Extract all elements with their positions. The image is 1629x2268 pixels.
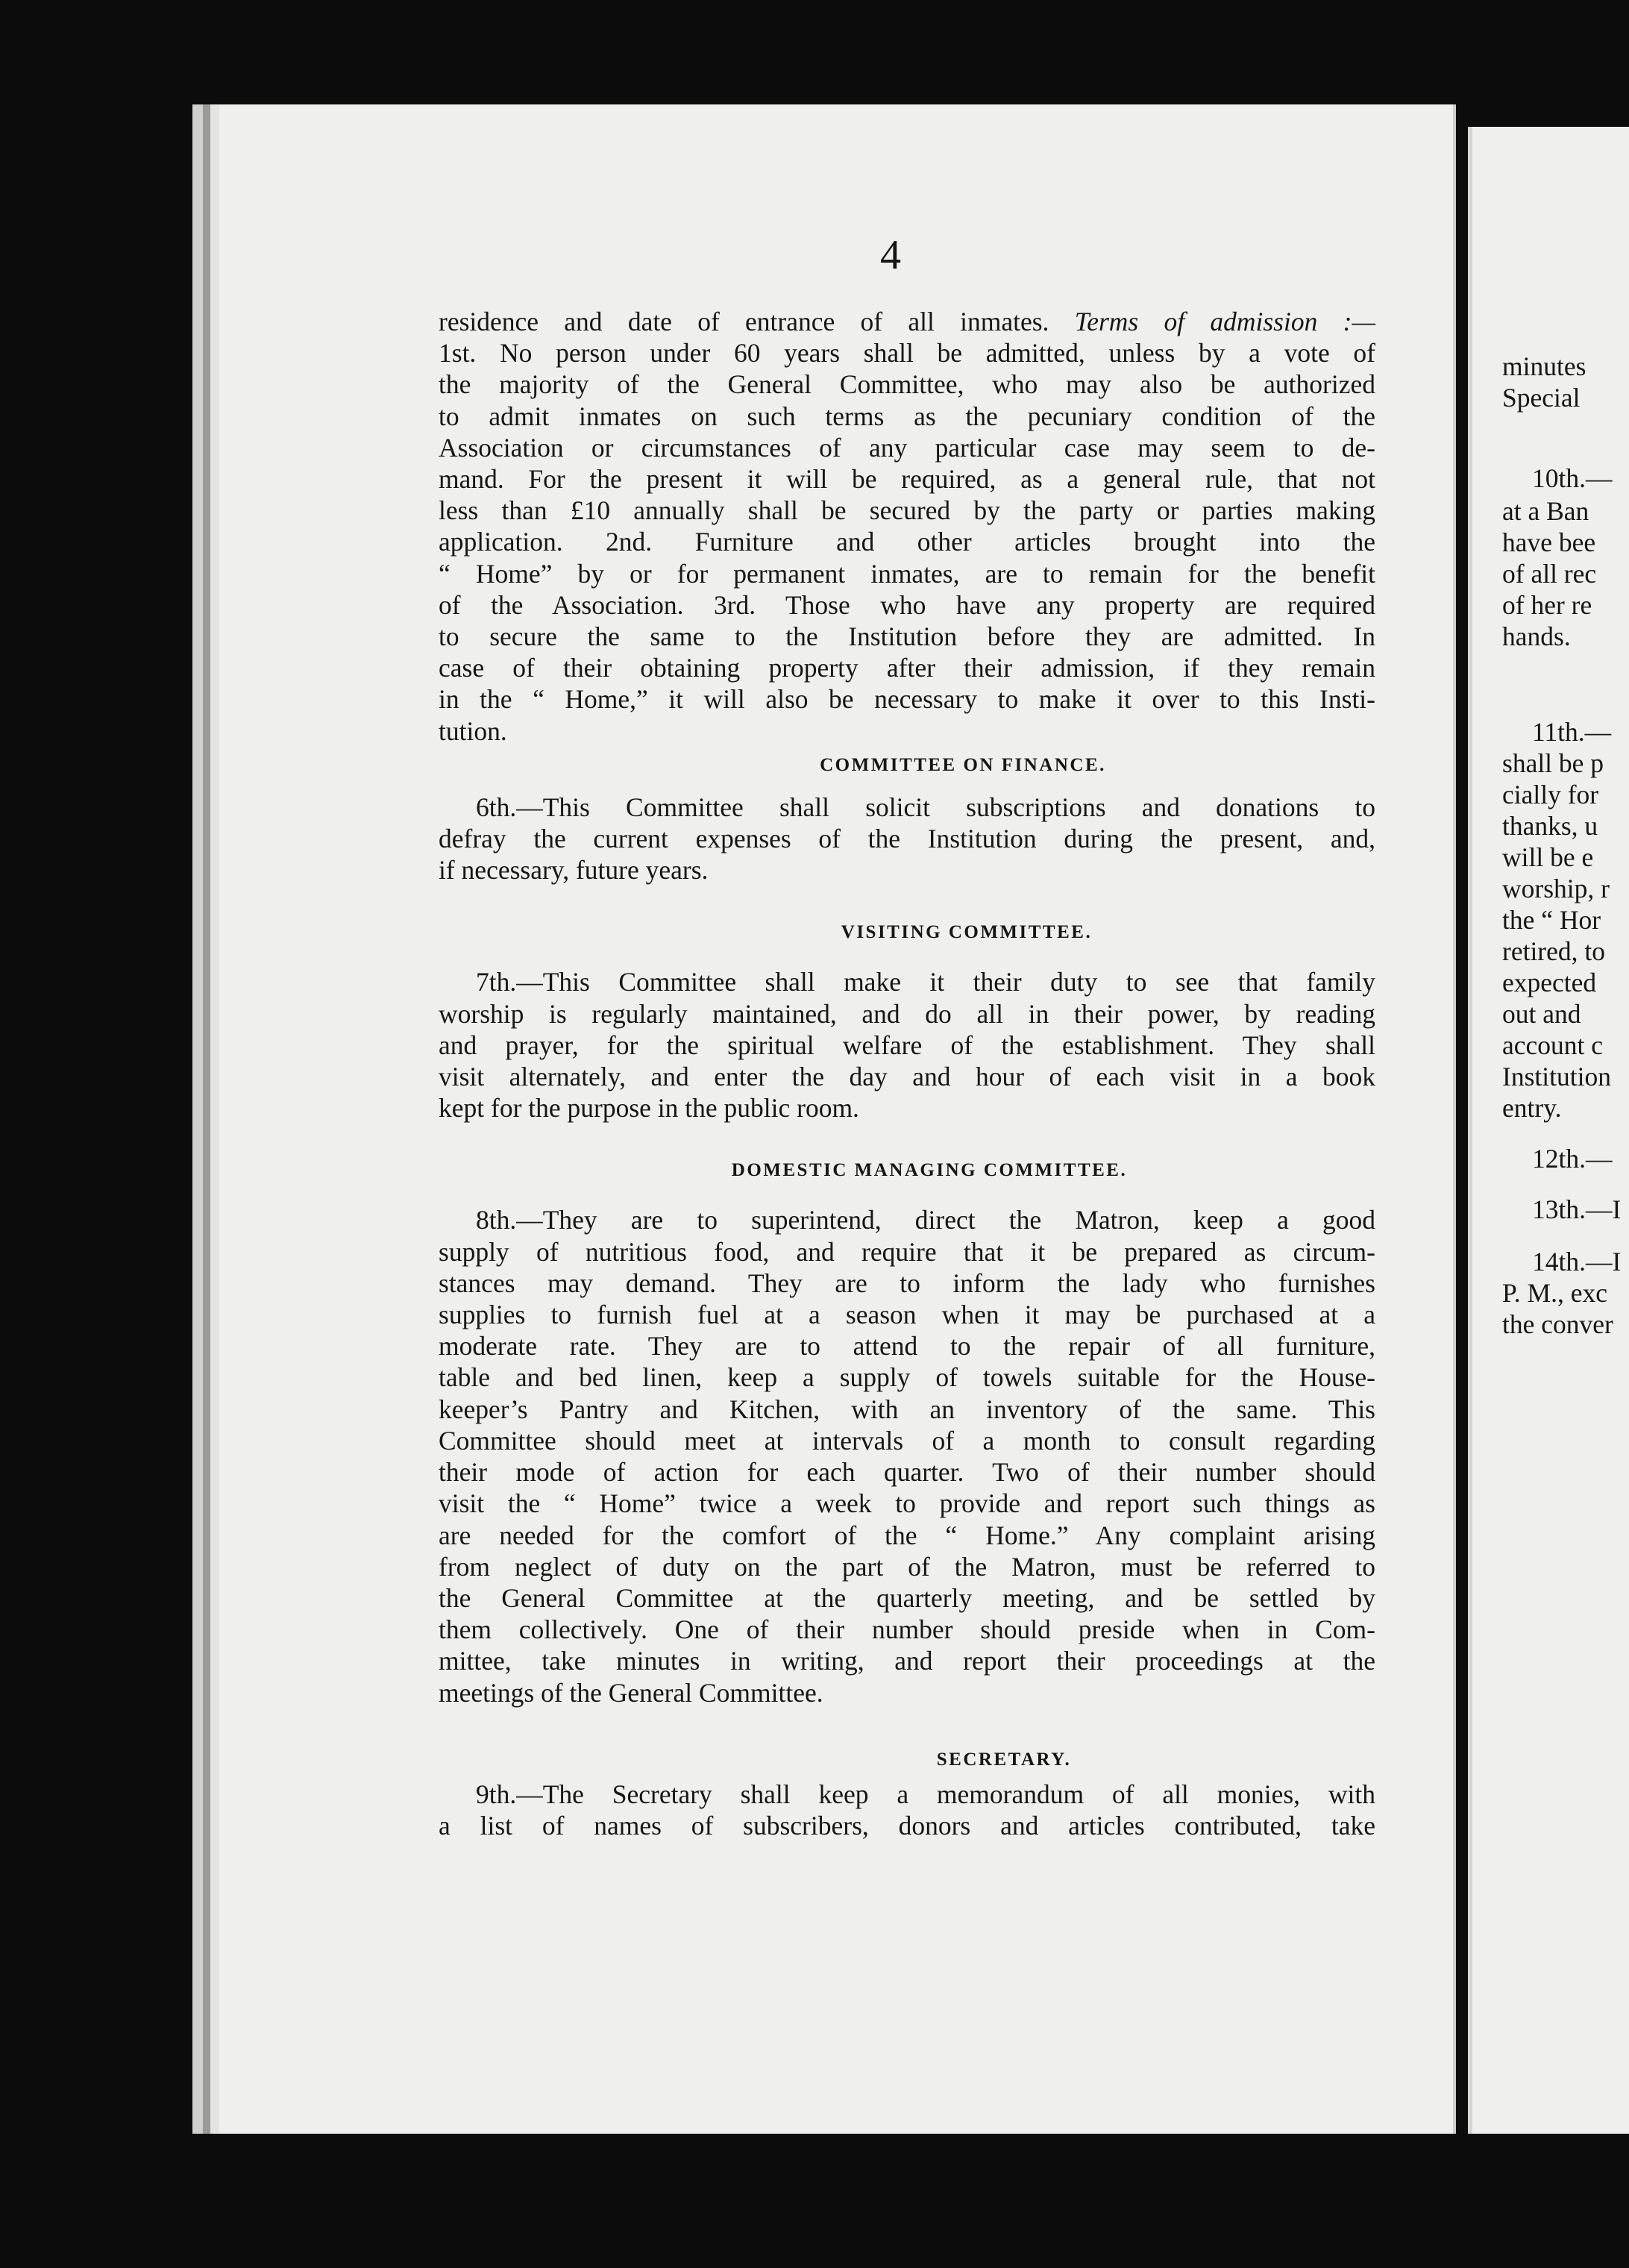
text-line: visit the “ Home” twice a week to provide and report such things as [439, 1488, 1375, 1519]
page-number: 4 [880, 232, 901, 278]
facing-line: Special [1502, 383, 1581, 413]
text-line: kept for the purpose in the public room. [439, 1093, 859, 1124]
text-line: to admit inmates on such terms as the pecuniary condition of the [439, 401, 1375, 431]
admission-paragraph [439, 306, 1375, 747]
text-line: supply of nutritious food, and require that it be prepared as circum- [439, 1236, 1375, 1267]
page-text [439, 306, 1375, 1841]
text-line: Association or circumstances of any particular case may seem to de- [439, 432, 1375, 463]
text-line: “ Home” by or for permanent inmates, are to remain for the benefit [439, 558, 1375, 589]
text-line: supplies to furnish fuel at a season when it may be purchased at a [439, 1300, 1375, 1330]
secretary-heading: SECRETARY. [936, 1749, 1072, 1770]
terms-of-admission-label: Terms of admission :— [1074, 307, 1376, 336]
text-line: mittee, take minutes in writing, and report their proceedings at the [439, 1646, 1375, 1676]
facing-line: retired, to [1502, 936, 1605, 966]
facing-line: 12th.— [1532, 1144, 1613, 1174]
text-line: in the “ Home,” it will also be necessary to make it over to this Insti- [439, 684, 1375, 715]
facing-line: shall be p [1502, 748, 1604, 778]
text-line: table and bed linen, keep a supply of towels suitable for the House- [439, 1362, 1375, 1393]
facing-line: of all rec [1502, 559, 1597, 589]
facing-line: entry. [1502, 1093, 1562, 1123]
facing-line: the “ Hor [1502, 905, 1601, 935]
text-line: 1st. No person under 60 years shall be admitted, unless by a vote of [439, 338, 1375, 369]
facing-line: 14th.—I [1532, 1247, 1622, 1276]
facing-line: worship, r [1502, 874, 1610, 903]
text-line: defray the current expenses of the Institution during the present, and, [439, 824, 1375, 854]
text-line: are needed for the comfort of the “ Home.” Any complaint arising [439, 1520, 1375, 1550]
text-line: visit alternately, and enter the day and hour of each visit in a book [439, 1062, 1375, 1092]
visiting-paragraph [439, 966, 1375, 1124]
text-line: a list of names of subscribers, donors and articles contributed, take [439, 1810, 1375, 1841]
text-line: moderate rate. They are to attend to the repair of all furniture, [439, 1331, 1375, 1362]
facing-line: at a Ban [1502, 496, 1589, 526]
text-line: less than £10 annually shall be secured by the party or parties making [439, 495, 1375, 526]
text-line: meetings of the General Committee. [439, 1677, 823, 1708]
facing-page [1468, 127, 1629, 2134]
text-line: worship is regularly maintained, and do all in their power, by reading [439, 998, 1375, 1029]
domestic-heading: DOMESTIC MANAGING COMMITTEE. [731, 1160, 1128, 1181]
facing-line: out and [1502, 999, 1581, 1029]
facing-line: will be e [1502, 842, 1594, 872]
finance-heading: COMMITTEE ON FINANCE. [820, 754, 1106, 775]
facing-line: account c [1502, 1030, 1604, 1060]
text-line: them collectively. One of their number should preside when in Com- [439, 1614, 1375, 1645]
facing-line: thanks, u [1502, 811, 1598, 841]
text-line: the majority of the General Committee, who may also be authorized [439, 369, 1375, 400]
text-line: case of their obtaining property after their admission, if they remain [439, 653, 1375, 683]
text-line: the General Committee at the quarterly meeting, and be settled by [439, 1582, 1375, 1613]
text-line: residence and date of entrance of all inmates. Terms of admission :— [439, 307, 1376, 336]
facing-line: P. M., exc [1502, 1278, 1608, 1308]
secretary-paragraph [439, 1779, 1375, 1841]
text-line: 9th.—The Secretary shall keep a memorandum of all monies, with [476, 1779, 1375, 1809]
facing-line: Institution [1502, 1062, 1611, 1091]
visiting-heading: VISITING COMMITTEE. [841, 922, 1093, 943]
text-line: mand. For the present it will be required, as a general rule, that not [439, 464, 1375, 495]
text-line: their mode of action for each quarter. Two of their number should [439, 1457, 1375, 1488]
facing-line: expected [1502, 968, 1597, 997]
facing-line: cially for [1502, 780, 1599, 809]
text-line: 6th.—This Committee shall solicit subscriptions and donations to [476, 792, 1375, 822]
facing-line: 11th.— [1532, 717, 1612, 747]
text-line: stances may demand. They are to inform the lady who furnishes [439, 1268, 1375, 1298]
facing-line: hands. [1502, 621, 1571, 651]
text-line: Committee should meet at intervals of a month to consult regarding [439, 1425, 1375, 1456]
text-line: 7th.—This Committee shall make it their duty to see that family [476, 967, 1375, 997]
facing-line: 13th.—I [1532, 1194, 1622, 1224]
text-line: if necessary, future years. [439, 855, 709, 886]
facing-line: minutes [1502, 351, 1586, 381]
finance-paragraph [439, 792, 1375, 886]
text-line: 8th.—They are to superintend, direct the Matron, keep a good [476, 1205, 1375, 1235]
facing-line: have bee [1502, 527, 1596, 557]
facing-line: 10th.— [1532, 463, 1613, 493]
text-line: keeper’s Pantry and Kitchen, with an inventory of the same. This [439, 1394, 1375, 1424]
text-line: to secure the same to the Institution before they are admitted. In [439, 621, 1375, 652]
domestic-paragraph [439, 1204, 1375, 1708]
text-line: application. 2nd. Furniture and other articles brought into the [439, 527, 1375, 557]
text-line: of the Association. 3rd. Those who have any property are required [439, 589, 1375, 620]
text-line: from neglect of duty on the part of the Matron, must be referred to [439, 1551, 1375, 1582]
text-line: tution. [439, 715, 507, 746]
facing-line: the conver [1502, 1309, 1613, 1339]
text-line: and prayer, for the spiritual welfare of the establishment. They shall [439, 1030, 1375, 1060]
facing-line: of her re [1502, 590, 1592, 620]
